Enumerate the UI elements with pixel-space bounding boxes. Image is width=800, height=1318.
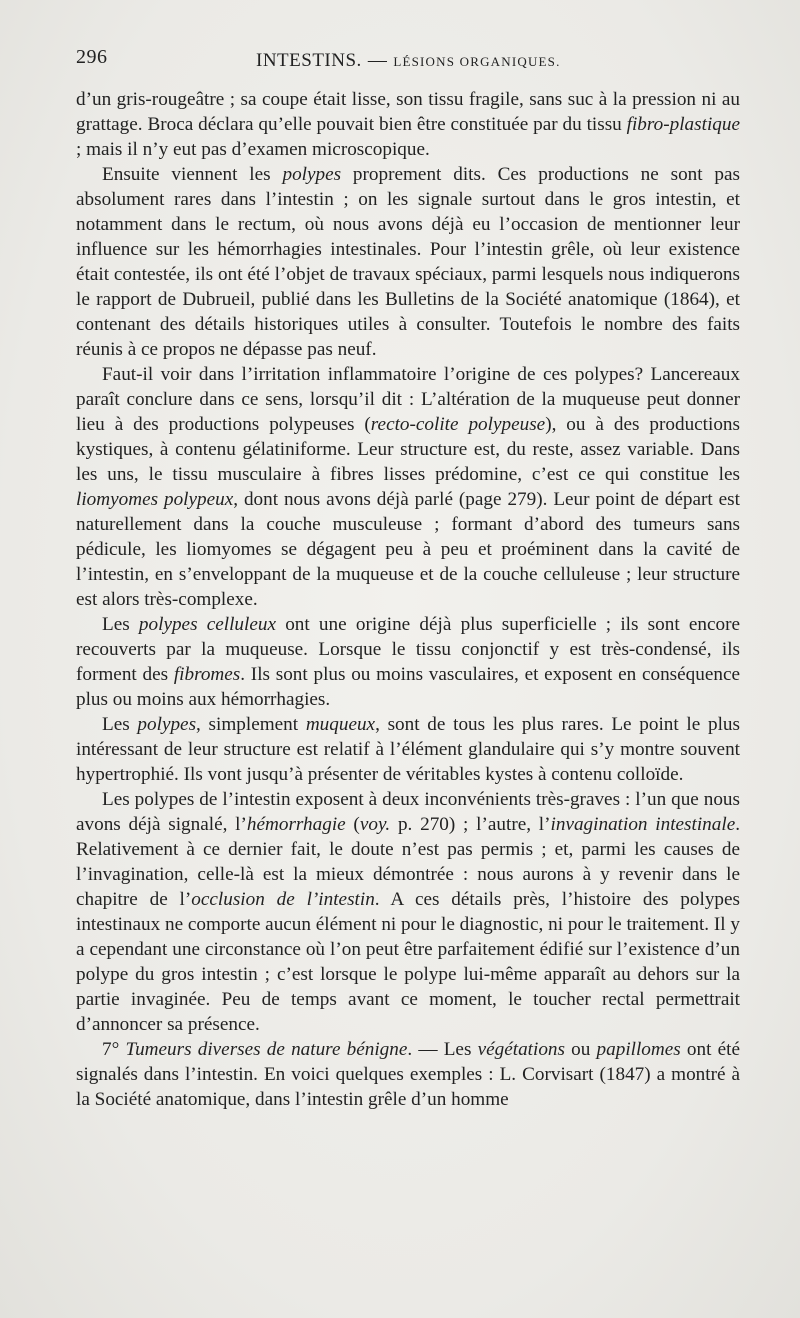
italic-text: fibro-plastique bbox=[626, 114, 740, 135]
text-run: . A ces détails près, l’histoire des polypes intestinaux ne comporte aucun élément ni pour le diagnostic, ni pour le traitement. Il y a cependant une circonstance où l’on peut être parfaitement édifié sur l’existence d’un polype du gros intestin ; c’est lorsque le polype lui-même apparaît au dehors sur la partie invaginée. Peu de temps avant ce moment, le toucher rectal permettrait d’annoncer sa présence. bbox=[76, 889, 740, 1035]
body-text bbox=[76, 87, 740, 1112]
text-run: Ensuite viennent les bbox=[102, 164, 283, 185]
text-run: ont été signalés dans l’intestin. En voici quelques exemples : L. Corvisart (1847) a montré à la Société anatomique, dans l’intestin grêle d’un homme bbox=[76, 1039, 740, 1110]
italic-text: occlusion de l’intestin bbox=[191, 889, 375, 910]
text-run: Les polypes de l’intestin exposent à deux inconvénients très-graves : l’un que nous avons déjà signalé, l’ bbox=[76, 789, 740, 835]
text-run: Les bbox=[102, 714, 138, 735]
running-head bbox=[256, 50, 561, 72]
text-run: ; mais il n’y eut pas d’examen microscopique. bbox=[76, 139, 430, 160]
italic-text: végétations bbox=[477, 1039, 565, 1060]
paragraph bbox=[76, 362, 740, 612]
italic-text: hémorrhagie bbox=[246, 814, 346, 835]
italic-text: voy. bbox=[359, 814, 391, 835]
italic-text: invagination intestinale bbox=[550, 814, 736, 835]
text-run: ( bbox=[345, 814, 360, 835]
italic-text: recto-colite polypeuse bbox=[370, 414, 546, 435]
page-number: 296 bbox=[76, 46, 108, 68]
italic-text: papillomes bbox=[596, 1039, 681, 1060]
page-header bbox=[76, 46, 740, 76]
text-run: ), ou à des productions kystiques, à contenu gélatiniforme. Leur structure est, du reste, assez variable. Dans les uns, le tissu musculaire à fibres lisses prédomine, c’est ce qui constitue les bbox=[76, 414, 740, 485]
italic-text: liomyomes polypeux bbox=[76, 489, 234, 510]
running-subtitle: LÉSIONS ORGANIQUES. bbox=[393, 54, 561, 69]
paragraph bbox=[76, 87, 740, 162]
italic-text: polypes bbox=[282, 164, 342, 185]
italic-text: Tumeurs diverses de nature bénigne bbox=[125, 1039, 408, 1060]
text-run: 7° bbox=[102, 1039, 126, 1060]
text-run: . Ils sont plus ou moins vasculaires, et exposent en conséquence plus ou moins aux hémorrhagies. bbox=[76, 664, 740, 710]
text-run: , sont de tous les plus rares. Le point le plus intéressant de leur structure est relatif à l’élément glandulaire qui s’y montre souvent hypertrophié. Ils vont jusqu’à présenter de véritables kystes à contenu colloïde. bbox=[76, 714, 740, 785]
paragraph bbox=[76, 162, 740, 362]
italic-text: fibromes bbox=[173, 664, 241, 685]
running-head-dash: — bbox=[367, 50, 388, 71]
text-run: , dont nous avons déjà parlé (page 279). Leur point de départ est naturellement dans la couche musculeuse ; formant d’abord des tumeurs sans pédicule, les liomyomes se dégagent peu à peu et proéminent dans la cavité de l’intestin, en s’enveloppant de la muqueuse et de la couche celluleuse ; leur structure est alors très-complexe. bbox=[76, 489, 740, 610]
text-run: , simplement bbox=[196, 714, 306, 735]
text-run: ont une origine déjà plus superficielle ; ils sont encore recouverts par la muqueuse. Lorsque le tissu conjonctif y est très-condensé, ils forment des bbox=[76, 614, 740, 685]
text-run: . — Les bbox=[407, 1039, 478, 1060]
text-run: Les bbox=[102, 614, 139, 635]
text-run: Faut-il voir dans l’irritation inflammatoire l’origine de ces polypes? Lancereaux paraît conclure dans ce sens, lorsqu’il dit : L’altération de la muqueuse peut donner lieu à des productions polypeuses ( bbox=[76, 364, 740, 435]
paragraph bbox=[76, 712, 740, 787]
running-title: INTESTINS. bbox=[256, 50, 362, 71]
italic-text: polypes celluleux bbox=[138, 614, 276, 635]
text-run: d’un gris-rougeâtre ; sa coupe était lisse, son tissu fragile, sans suc à la pression ni au grattage. Broca déclara qu’elle pouvait bien être constituée par du tissu bbox=[76, 89, 740, 135]
paragraph bbox=[76, 787, 740, 1037]
paragraph bbox=[76, 1037, 740, 1112]
text-run: ou bbox=[564, 1039, 597, 1060]
text-run: proprement dits. Ces productions ne sont pas absolument rares dans l’intestin ; on les signale surtout dans le gros intestin, et notamment dans le rectum, où nous avons déjà eu l’occasion de mentionner leur influence sur les hémorrhagies intestinales. Pour l’intestin grêle, où leur existence était contestée, ils ont été l’objet de travaux spéciaux, parmi lesquels nous indiquerons le rapport de Dubrueil, publié dans les Bulletins de la Société anatomique (1864), et contenant des détails historiques utiles à consulter. Toutefois le nombre des faits réunis à ce propos ne dépasse pas neuf. bbox=[76, 164, 741, 360]
text-run: . Relativement à ce dernier fait, le doute n’est pas permis ; et, parmi les causes de l’invagination, celle-là est la mieux démontrée : nous aurons à y revenir dans le chapitre de l’ bbox=[76, 814, 741, 910]
paragraph bbox=[76, 612, 740, 712]
italic-text: polypes bbox=[137, 714, 197, 735]
text-run: p. 270) ; l’autre, l’ bbox=[390, 814, 551, 835]
italic-text: muqueux bbox=[305, 714, 376, 735]
